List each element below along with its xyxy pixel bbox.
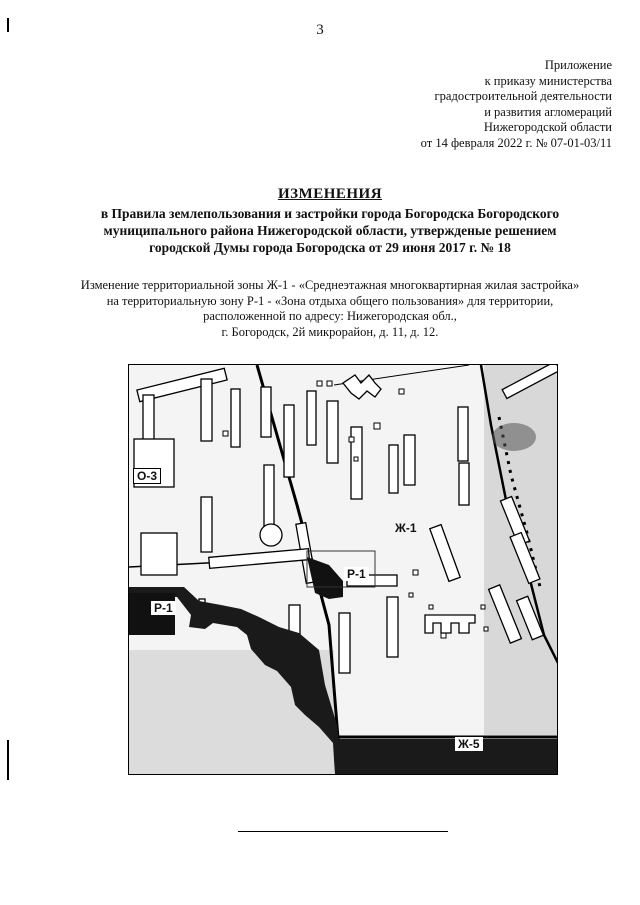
appendix-block: [421, 58, 612, 151]
zone-label-r1-center: Р-1: [344, 567, 369, 581]
zoning-map: [128, 364, 558, 775]
description-line: на территориальную зону Р-1 - «Зона отдыха общего пользования» для территории,: [106, 293, 554, 308]
map-landmark-circle: [260, 524, 282, 546]
scan-margin-mark: [7, 740, 9, 780]
zone-label-zh1: Ж-1: [395, 521, 417, 535]
appendix-line: Нижегородской области: [483, 120, 612, 134]
appendix-line: Приложение: [544, 58, 612, 72]
appendix-line: градостроительной деятельности: [434, 89, 612, 103]
footer-divider: [238, 831, 448, 832]
title-line: в Правила землепользования и застройки города Богородска Богородского: [100, 206, 560, 221]
title-line: муниципального района Нижегородской области, утвержденые решением: [103, 223, 557, 238]
appendix-line: к приказу министерства: [484, 73, 612, 88]
description-line: расположенной по адресу: Нижегородская обл.,: [203, 309, 457, 323]
description-line: Изменение территориальной зоны Ж-1 - «Среднеэтажная многоквартирная жилая застройка»: [80, 278, 580, 292]
title-line: городской Думы города Богородска от 29 июня 2017 г. № 18: [149, 240, 511, 255]
title-heading: ИЗМЕНЕНИЯ: [277, 186, 383, 202]
zone-label-r1-west: Р-1: [151, 601, 176, 615]
document-title: [60, 186, 600, 256]
zone-label-zh5: Ж-5: [455, 737, 483, 751]
zone-label-o3: О-3: [133, 468, 161, 484]
change-description: [60, 278, 600, 340]
map-zone-zh5: [339, 739, 558, 775]
description-line: г. Богородск, 2й микрорайон, д. 11, д. 12.: [221, 324, 439, 339]
map-building-complex: [425, 615, 475, 633]
appendix-line: и развития агломераций: [484, 104, 612, 119]
map-tree-cluster: [492, 423, 536, 451]
page-number: 3: [316, 22, 324, 38]
appendix-line: от 14 февраля 2022 г. № 07-01-03/11: [420, 135, 612, 150]
